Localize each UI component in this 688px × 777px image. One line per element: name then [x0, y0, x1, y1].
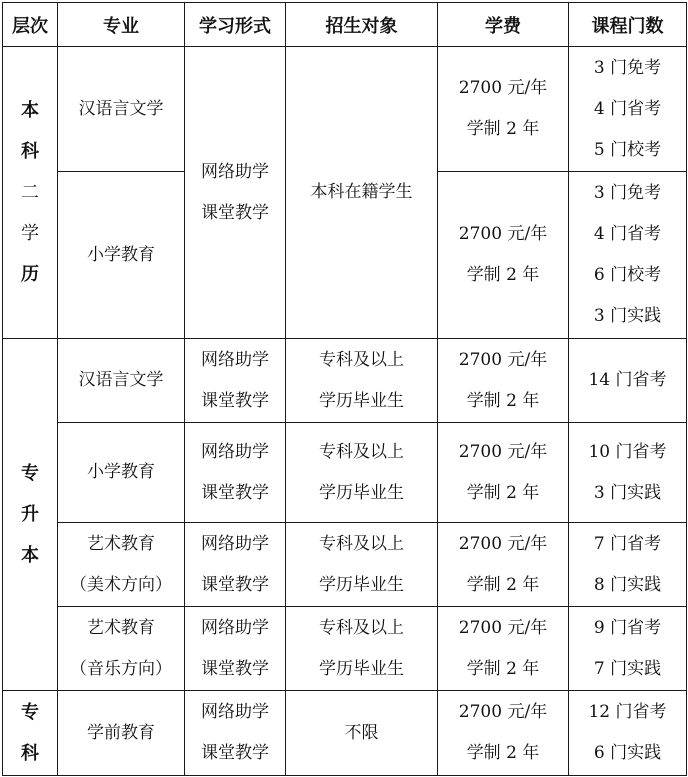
major-text: 艺术教育: [87, 617, 155, 638]
target-cell: [286, 523, 438, 607]
header-study-form: 学习形式: [185, 3, 286, 47]
study-form-text: 网络助学: [201, 161, 269, 182]
course-text: 6 门实践: [593, 743, 662, 763]
major-text: 小学教育: [87, 462, 155, 482]
course-text: 3 门实践: [593, 482, 662, 503]
fee-text: 2700 元/年: [458, 349, 548, 370]
study-form-cell: [185, 691, 286, 776]
duration-text: 学制 2 年: [466, 390, 540, 411]
major-cell: [58, 607, 185, 691]
target-text: 专科及以上: [319, 349, 404, 370]
target-text: 专科及以上: [319, 533, 404, 554]
major-cell: [58, 423, 185, 523]
header-row: [3, 3, 687, 47]
course-text: 7 门省考: [593, 533, 662, 554]
study-form-text: 课堂教学: [201, 574, 269, 595]
target-text: 学历毕业生: [319, 658, 404, 679]
duration-text: 学制 2 年: [466, 574, 540, 595]
level-char: 专: [21, 702, 39, 723]
major-cell: [58, 691, 185, 776]
fee-cell: [438, 607, 569, 691]
study-form-text: 网络助学: [201, 441, 269, 462]
courses-cell: [569, 339, 687, 423]
course-text: 5 门校考: [593, 139, 662, 160]
course-text: 10 门省考: [588, 441, 667, 462]
fee-cell: [438, 172, 569, 339]
level-char: 二: [21, 182, 39, 203]
study-form-text: 课堂教学: [201, 743, 269, 763]
major-cell: [58, 523, 185, 607]
duration-text: 学制 2 年: [466, 119, 540, 139]
table-row: [3, 47, 687, 172]
major-cell: [58, 339, 185, 423]
major-text: 汉语言文学: [78, 98, 164, 119]
target-text: 专科及以上: [319, 441, 404, 462]
major-cell: [58, 172, 185, 339]
table-row: [3, 423, 687, 523]
course-text: 7 门实践: [593, 658, 662, 679]
level-char: 专: [21, 463, 39, 484]
courses-cell: [569, 172, 687, 339]
course-text: 12 门省考: [588, 702, 667, 722]
header-level: 层次: [3, 3, 58, 47]
course-text: 3 门免考: [593, 57, 662, 78]
study-form-text: 网络助学: [201, 533, 269, 554]
table-row: [3, 523, 687, 607]
level-char: 科: [21, 141, 39, 162]
target-text: 学历毕业生: [319, 482, 404, 503]
course-text: 3 门免考: [593, 183, 662, 203]
study-form-text: 课堂教学: [201, 390, 269, 411]
study-form-text: 课堂教学: [201, 482, 269, 503]
target-text: 学历毕业生: [319, 390, 404, 411]
target-cell: [286, 47, 438, 339]
fee-cell: [438, 691, 569, 776]
target-text: 不限: [344, 722, 379, 743]
table-row: [3, 691, 687, 776]
fee-text: 2700 元/年: [458, 702, 548, 722]
fee-cell: [438, 339, 569, 423]
level-char: 升: [21, 504, 39, 525]
level-char: 科: [21, 743, 39, 764]
courses-cell: [569, 47, 687, 172]
course-text: 4 门省考: [593, 98, 662, 119]
level-cell-zhuanshengben: [3, 339, 58, 691]
study-form-cell: [185, 339, 286, 423]
study-form-cell: [185, 423, 286, 523]
study-form-text: 课堂教学: [201, 658, 269, 679]
courses-cell: [569, 607, 687, 691]
table-row: [3, 607, 687, 691]
duration-text: 学制 2 年: [466, 743, 540, 763]
study-form-text: 课堂教学: [201, 202, 269, 223]
major-text: 学前教育: [87, 722, 155, 743]
header-fee: 学费: [438, 3, 569, 47]
course-text: 8 门实践: [593, 574, 662, 595]
table-row: [3, 339, 687, 423]
duration-text: 学制 2 年: [466, 482, 540, 503]
fee-text: 2700 元/年: [458, 533, 548, 554]
study-form-cell: [185, 523, 286, 607]
courses-cell: [569, 691, 687, 776]
level-cell-benke: [3, 47, 58, 339]
courses-cell: [569, 423, 687, 523]
target-cell: [286, 691, 438, 776]
major-text: 小学教育: [87, 244, 155, 265]
duration-text: 学制 2 年: [466, 265, 540, 285]
level-char: 历: [21, 264, 39, 285]
courses-cell: [569, 523, 687, 607]
target-text: 专科及以上: [319, 617, 404, 638]
study-form-text: 网络助学: [201, 349, 269, 370]
level-cell-zhuanke: [3, 691, 58, 776]
target-cell: [286, 607, 438, 691]
fee-text: 2700 元/年: [458, 617, 548, 638]
course-text: 6 门校考: [593, 265, 662, 285]
course-text: 3 门实践: [593, 306, 662, 326]
study-form-cell: [185, 607, 286, 691]
study-form-cell: [185, 47, 286, 339]
target-text: 学历毕业生: [319, 574, 404, 595]
target-cell: [286, 423, 438, 523]
major-text: 艺术教育: [87, 533, 155, 554]
header-major: 专业: [58, 3, 185, 47]
course-text: 14 门省考: [588, 370, 667, 390]
study-form-text: 网络助学: [201, 617, 269, 638]
header-courses: 课程门数: [569, 3, 687, 47]
header-target: 招生对象: [286, 3, 438, 47]
major-text: （音乐方向）: [70, 658, 172, 679]
major-cell: [58, 47, 185, 172]
major-text: （美术方向）: [70, 574, 172, 595]
duration-text: 学制 2 年: [466, 658, 540, 679]
fee-text: 2700 元/年: [458, 224, 548, 244]
fee-cell: [438, 523, 569, 607]
fee-cell: [438, 47, 569, 172]
major-text: 汉语言文学: [78, 370, 164, 390]
fee-text: 2700 元/年: [458, 78, 548, 98]
level-char: 本: [21, 545, 39, 566]
fee-text: 2700 元/年: [458, 441, 548, 462]
target-text: 本科在籍学生: [310, 182, 413, 202]
level-char: 学: [21, 223, 39, 244]
course-text: 4 门省考: [593, 224, 662, 244]
target-cell: [286, 339, 438, 423]
course-text: 9 门省考: [593, 617, 662, 638]
study-form-text: 网络助学: [201, 702, 269, 722]
level-char: 本: [21, 100, 39, 121]
fee-cell: [438, 423, 569, 523]
program-table: [2, 2, 687, 776]
